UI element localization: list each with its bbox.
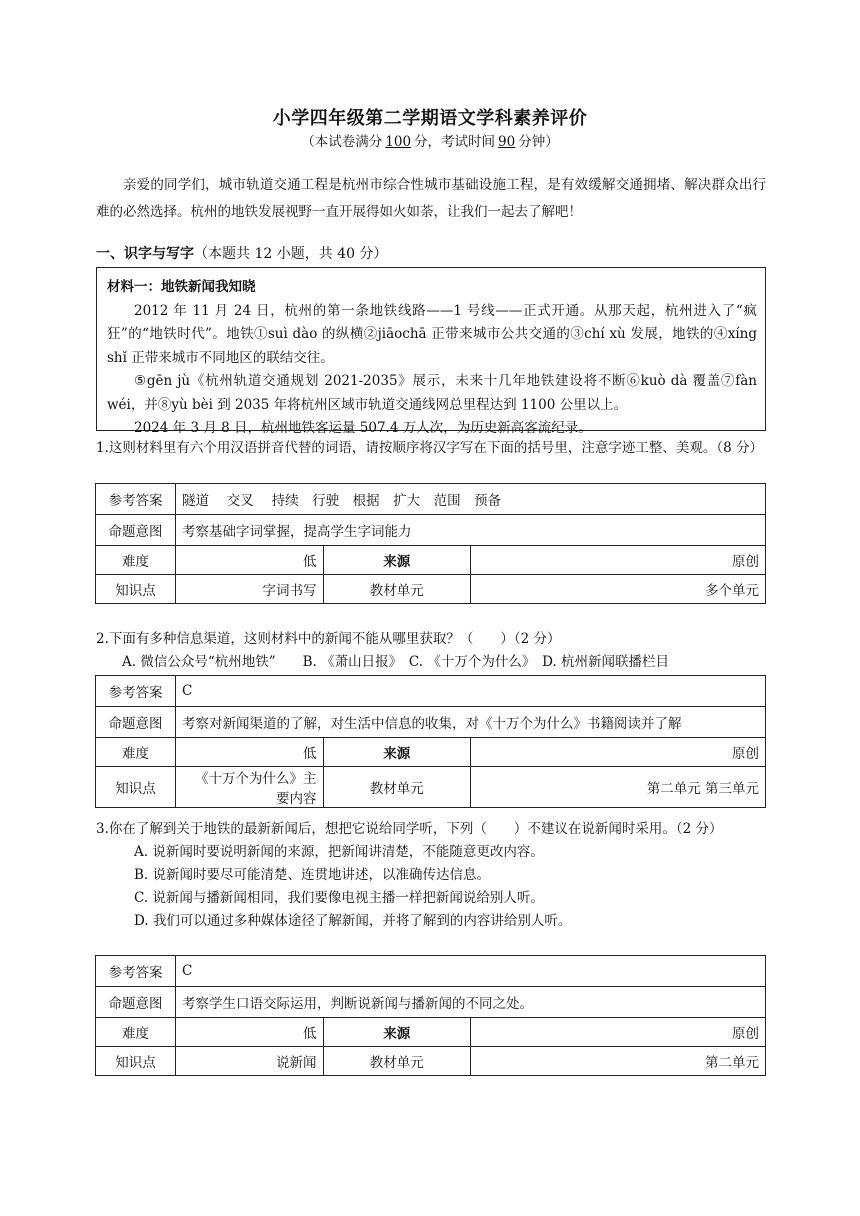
question-2-text: 2.下面有多种信息渠道，这则材料中的新闻不能从哪里获取？（ ）（2 分） [96,631,561,647]
question-1-text: 1.这则材料里有六个用汉语拼音代替的词语，请按顺序将汉字写在下面的括号里，注意字迹工整、美观。（8 分） [96,440,764,456]
section-title: 一、识字与写字 [96,246,194,262]
q2-answer: C [176,676,766,707]
q2-source: 原创 [471,738,766,767]
unit-label: 教材单元 [323,575,471,604]
source-label: 来源 [323,1018,471,1047]
q1-intent: 考察基础字词掌握，提高学生字词能力 [176,515,766,546]
knowledge-label: 知识点 [96,767,176,808]
knowledge-label: 知识点 [96,1047,176,1076]
question-3 [96,818,766,933]
question-1 [96,437,766,460]
question-3-text: 3.你在了解到关于地铁的最新新闻后，想把它说给同学听，下列（ ）不建议在说新闻时采用。（2 分） [96,821,723,837]
q2-unit: 第二单元 第三单元 [471,767,766,808]
q2-knowledge: 《十万个为什么》主要内容 [176,767,324,808]
q1-knowledge: 字词书写 [176,575,324,604]
intent-label: 命题意图 [96,707,176,738]
intro-paragraph: 亲爱的同学们，城市轨道交通工程是杭州市综合性城市基础设施工程，是有效缓解交通拥堵、解决群众出行难的必然选择。杭州的地铁发展视野一直开展得如火如荼，让我们一起去了解吧！ [96,177,766,220]
question-3-option-a: A. 说新闻时要说明新闻的来源，把新闻讲清楚，不能随意更改内容。 [134,844,544,860]
section-note: （本题共 12 小题，共 40 分） [194,246,388,262]
full-score: 100 [385,134,412,150]
q1-source: 原创 [471,546,766,575]
unit-label: 教材单元 [323,1047,471,1076]
q3-difficulty: 低 [176,1018,324,1047]
q1-answer: 隧道 交叉 持续 行驶 根据 扩大 范围 预备 [176,484,766,515]
answer-label: 参考答案 [96,484,176,515]
intent-label: 命题意图 [96,515,176,546]
intent-label: 命题意图 [96,987,176,1018]
material-paragraph-2: ⑤gēn jù《杭州轨道交通规划 2021-2035》展示，未来十几年地铁建设将不断⑥kuò dà 覆盖⑦fàn wéi，并⑧yù bèi 到 2035 年将杭州区域市轨道交通线网总里程达到 1100 公里以上。 [107,373,757,413]
q1-difficulty: 低 [176,546,324,575]
source-label: 来源 [323,738,471,767]
q3-intent: 考察学生口语交际运用，判断说新闻与播新闻的不同之处。 [176,987,766,1018]
answer-label: 参考答案 [96,956,176,987]
difficulty-label: 难度 [96,738,176,767]
material-title: 材料一：地铁新闻我知晓 [107,279,256,295]
question-3-option-d: D. 我们可以通过多种媒体途径了解新闻，并将了解到的内容讲给别人听。 [134,913,572,929]
question-2 [96,628,766,674]
section-heading [96,243,387,263]
subtitle-prefix: （本试卷满分 [301,134,383,150]
question-3-table [95,955,766,1076]
q1-unit: 多个单元 [471,575,766,604]
question-3-option-c: C. 说新闻与播新闻相同，我们要像电视主播一样把新闻说给别人听。 [134,890,544,906]
difficulty-label: 难度 [96,546,176,575]
q3-source: 原创 [471,1018,766,1047]
difficulty-label: 难度 [96,1018,176,1047]
question-1-table [95,483,766,604]
q2-difficulty: 低 [176,738,324,767]
q3-unit: 第二单元 [471,1047,766,1076]
subtitle-mid: 分，考试时间 [414,134,496,150]
source-label: 来源 [323,546,471,575]
knowledge-label: 知识点 [96,575,176,604]
q3-answer: C [176,956,766,987]
material-paragraph-3: 2024 年 3 月 8 日，杭州地铁客运量 507.4 万人次，为历史新高客流纪录。 [134,420,592,436]
material-box [96,267,766,436]
answer-label: 参考答案 [96,676,176,707]
q2-intent: 考察对新闻渠道的了解，对生活中信息的收集，对《十万个为什么》书籍阅读并了解 [176,707,766,738]
question-3-option-b: B. 说新闻时要尽可能清楚、连贯地讲述，以准确传达信息。 [134,867,491,883]
question-2-options: A. 微信公众号“杭州地铁” B. 《萧山日报》 C. 《十万个为什么》 D. 杭州新闻联播栏目 [122,654,669,670]
page-title: 小学四年级第二学期语文学科素养评价 [272,108,588,129]
exam-time: 90 [498,134,516,150]
unit-label: 教材单元 [323,767,471,808]
subtitle-suffix: 分钟） [518,134,559,150]
question-2-table [95,675,766,808]
page-subtitle [0,130,860,150]
q3-knowledge: 说新闻 [176,1047,324,1076]
material-paragraph-1: 2012 年 11 月 24 日，杭州的第一条地铁线路——1 号线——正式开通。从那天起，杭州进入了“疯狂”的“地铁时代”。地铁①suì dào 的纵横②jiāochā 正带来城市公共交通的③chí xù 发展，地铁的④xíng shǐ 正带来城市不同地区的联结交往。 [107,302,757,366]
